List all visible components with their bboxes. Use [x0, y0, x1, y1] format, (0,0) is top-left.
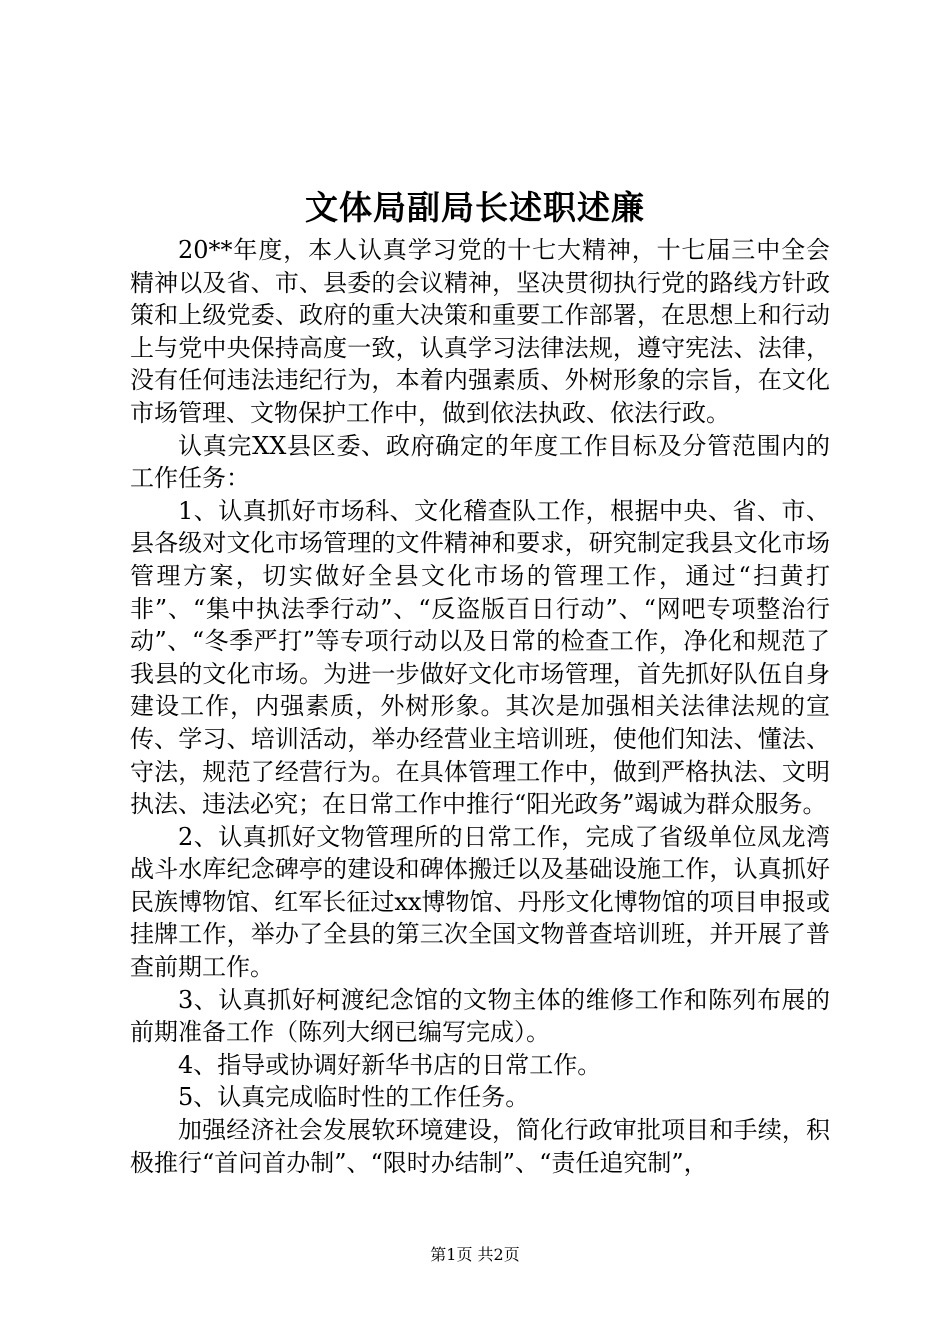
paragraph: 5、认真完成临时性的工作任务。 — [178, 1083, 530, 1112]
paragraph: 4、指导或协调好新华书店的日常工作。 — [178, 1050, 602, 1079]
page-number-footer: 第1页 共2页 — [430, 1245, 520, 1264]
paragraph: 20**年度，本人认真学习党的十七大精神，十七届三中全会精神以及省、市、县委的会议精神，坚决贯彻执行党的路线方针政策和上级党委、政府的重大决策和重要工作部署，在思想上和行动上与党中央保持高度一致，认真学习法律法规，遵守宪法、法律，没有任何违法违纪行为，本着内强素质、外树形象的宗旨，在文化市场管理、文物保护工作中，做到依法执政、依法行政。 — [130, 236, 830, 427]
paragraph: 2、认真抓好文物管理所的日常工作，完成了省级单位凤龙湾战斗水库纪念碑亭的建设和碑体搬迁以及基础设施工作，认真抓好民族博物馆、红军长征过xx博物馆、丹彤文化博物馆的项目申报或挂牌工作，举办了全县的第三次全国文物普查培训班，并开展了普查前期工作。 — [130, 822, 830, 982]
document-body — [130, 234, 830, 1179]
paragraph: 认真完XX县区委、政府确定的年度工作目标及分管范围内的工作任务： — [130, 431, 830, 493]
paragraph: 1、认真抓好市场科、文化稽查队工作，根据中央、省、市、县各级对文化市场管理的文件精神和要求，研究制定我县文化市场管理方案，切实做好全县文化市场的管理工作，通过“扫黄打非”、“集中执法季行动”、“反盗版百日行动”、“网吧专项整治行动”、“冬季严打”等专项行动以及日常的检查工作，净化和规范了我县的文化市场。为进一步做好文化市场管理，首先抓好队伍自身建设工作，内强素质，外树形象。其次是加强相关法律法规的宣传、学习、培训活动，举办经营业主培训班，使他们知法、懂法、守法，规范了经营行为。在具体管理工作中，做到严格执法、文明执法、违法必究；在日常工作中推行“阳光政务”竭诚为群众服务。 — [130, 496, 830, 819]
paragraph: 加强经济社会发展软环境建设，简化行政审批项目和手续，积极推行“首问首办制”、“限时办结制”、“责任追究制”， — [130, 1116, 830, 1177]
paragraph: 3、认真抓好柯渡纪念馆的文物主体的维修工作和陈列布展的前期准备工作（陈列大纲已编写完成）。 — [130, 985, 830, 1047]
document-title: 文体局副局长述职述廉 — [305, 188, 645, 227]
